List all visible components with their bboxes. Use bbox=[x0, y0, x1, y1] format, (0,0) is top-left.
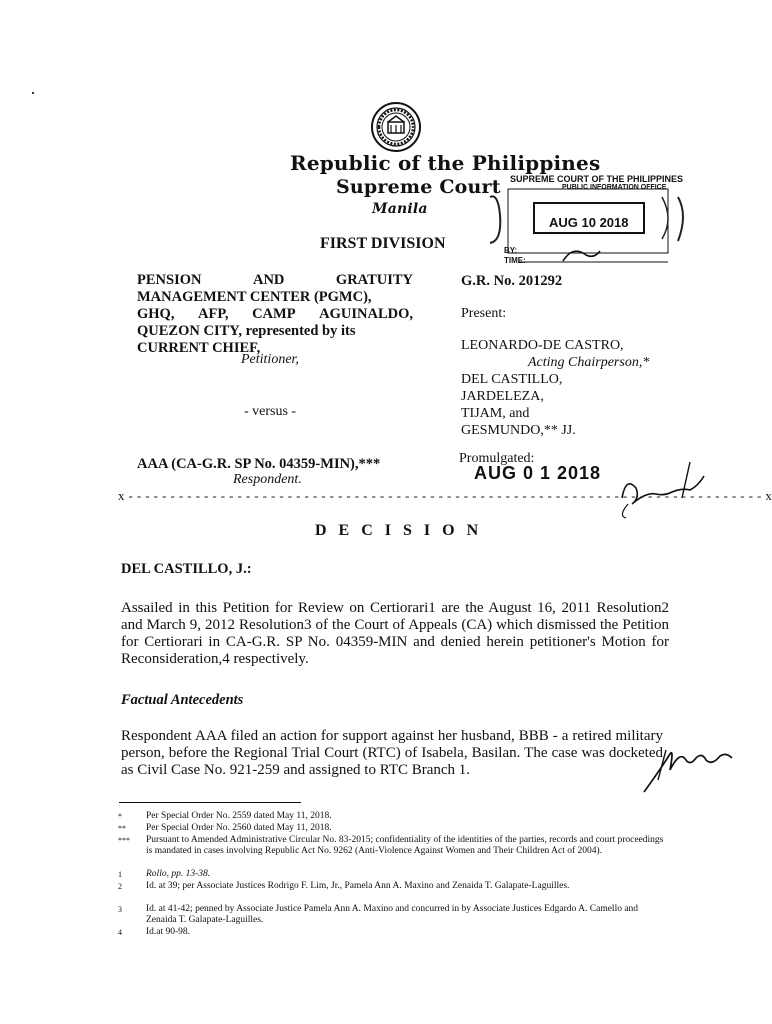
footnote-item bbox=[0, 881, 768, 903]
petitioner-line-4: QUEZON CITY, represented by its bbox=[137, 323, 356, 339]
footnote-mark: 4 bbox=[118, 928, 122, 937]
footnote-text: Id. at 41-42; penned by Associate Justice Pamela Ann A. Maxino and concurred in by Associate Justices Edgardo A. Camello and Zenaida T. Galapate-Laguilles. bbox=[146, 904, 639, 925]
supreme-court-seal-icon bbox=[371, 102, 421, 152]
petitioner-word: GRATUITY bbox=[335, 272, 413, 288]
justice-role: Acting Chairperson,* bbox=[528, 355, 650, 370]
republic-heading: Republic of the Philippines bbox=[290, 151, 601, 175]
petitioner-role: Petitioner, bbox=[241, 352, 299, 367]
paragraph-intro: Assailed in this Petition for Review on Certiorari1 are the August 16, 2011 Resolution2 and March 9, 2012 Resolution3 of the Court of Appeals (CA) which dismissed the Petition for Certiorari in CA-G.R. SP No. 04359-MIN and denied herein petitioner's Motion for Reconsideration,4 respectively. bbox=[121, 600, 669, 667]
stamp-by-label: BY: bbox=[504, 246, 518, 255]
justice-name: DEL CASTILLO, bbox=[461, 372, 563, 387]
petitioner-line-2: MANAGEMENT CENTER (PGMC), bbox=[137, 289, 372, 305]
section-heading: Factual Antecedents bbox=[121, 692, 244, 708]
city-heading: Manila bbox=[372, 201, 428, 217]
footnote-item bbox=[0, 823, 768, 834]
footnote-mark: *** bbox=[118, 836, 130, 845]
court-heading: Supreme Court bbox=[336, 176, 501, 198]
justice-name: JARDELEZA, bbox=[461, 389, 544, 404]
initials-signature-icon bbox=[640, 740, 735, 795]
promulgated-label: Promulgated: bbox=[459, 451, 535, 466]
footnote-item bbox=[0, 927, 768, 938]
respondent-name: AAA (CA-G.R. SP No. 04359-MIN),*** bbox=[137, 456, 381, 472]
petitioner-word: GHQ, bbox=[137, 306, 175, 322]
footnote-text: Per Special Order No. 2560 dated May 11, 2018. bbox=[146, 823, 332, 833]
footnote-text: Id.at 90-98. bbox=[146, 927, 191, 937]
footnote-text: Per Special Order No. 2559 dated May 11, 2018. bbox=[146, 811, 332, 821]
footnote-mark: 2 bbox=[118, 882, 122, 891]
versus-label: - versus - bbox=[244, 404, 297, 419]
paragraph-antecedents: Respondent AAA filed an action for support against her husband, BBB - a retired military person, before the Regional Trial Court (RTC) of Isabela, Basilan. The case was docketed as Civil Case No. 921-259 and assigned to RTC Branch 1. bbox=[121, 728, 663, 778]
footnote-item bbox=[0, 811, 768, 822]
scan-speck bbox=[32, 92, 34, 94]
promulgated-date: AUG 0 1 2018 bbox=[474, 463, 602, 483]
justice-name: LEONARDO-DE CASTRO, bbox=[461, 338, 624, 353]
division-heading: FIRST DIVISION bbox=[320, 235, 446, 252]
footnote-text: Pursuant to Amended Administrative Circular No. 83-2015; confidentiality of the identities of the parties, records and court proceedings is mandated in cases involving Republic Act No. 9262 (Anti-Violence Against Women and Their Children Act of 2004). bbox=[146, 835, 664, 856]
petitioner-line-1 bbox=[137, 272, 413, 289]
footnote-mark: 3 bbox=[118, 905, 122, 914]
footnote-item bbox=[0, 904, 768, 926]
justice-name: TIJAM, and bbox=[461, 406, 530, 421]
footnote-text: Id. at 39; per Associate Justices Rodrigo F. Lim, Jr., Pamela Ann A. Maxino and Zenaida T. Galapate-Laguilles. bbox=[146, 881, 570, 891]
footnote-mark: * bbox=[118, 812, 122, 821]
stamp-date: AUG 10 2018 bbox=[549, 215, 629, 230]
stamp-office-line2: PUBLIC INFORMATION OFFICE bbox=[562, 184, 667, 191]
respondent-role: Respondent. bbox=[233, 472, 302, 487]
footnote-item bbox=[0, 835, 768, 868]
caption-separator: x - - - - - - - - - - - - - - - - - - - - - - - - - - - - - - - - - - - - - - - - - - - - - - - - - - - - - - - - - - - - - - - - - - - - - - - - - - - - x bbox=[118, 488, 772, 503]
footnote-rule bbox=[119, 802, 301, 803]
footnote-text: Rollo, pp. 13-38. bbox=[146, 869, 211, 879]
footnote-mark: ** bbox=[118, 824, 126, 833]
petitioner-line-5: CURRENT CHIEF, bbox=[137, 340, 261, 356]
stamp-time-label: TIME: bbox=[504, 256, 526, 265]
justice-name: GESMUNDO,** JJ. bbox=[461, 423, 576, 438]
petitioner-word: PENSION bbox=[137, 272, 202, 288]
decision-title: D E C I S I O N bbox=[315, 522, 483, 539]
footnote-item bbox=[0, 869, 768, 880]
petitioner-word: AFP, bbox=[198, 306, 229, 322]
stamp-office-line1: SUPREME COURT OF THE PHILIPPINES bbox=[510, 174, 684, 184]
petitioner-line-3 bbox=[137, 306, 413, 323]
case-number: G.R. No. 201292 bbox=[461, 273, 563, 289]
footnote-mark: 1 bbox=[118, 870, 122, 879]
petitioner-word: AGUINALDO, bbox=[319, 306, 413, 322]
petitioner-word: AND bbox=[252, 272, 285, 288]
present-label: Present: bbox=[461, 306, 507, 321]
petitioner-word: CAMP bbox=[252, 306, 296, 322]
ponente: DEL CASTILLO, J.: bbox=[121, 561, 252, 577]
